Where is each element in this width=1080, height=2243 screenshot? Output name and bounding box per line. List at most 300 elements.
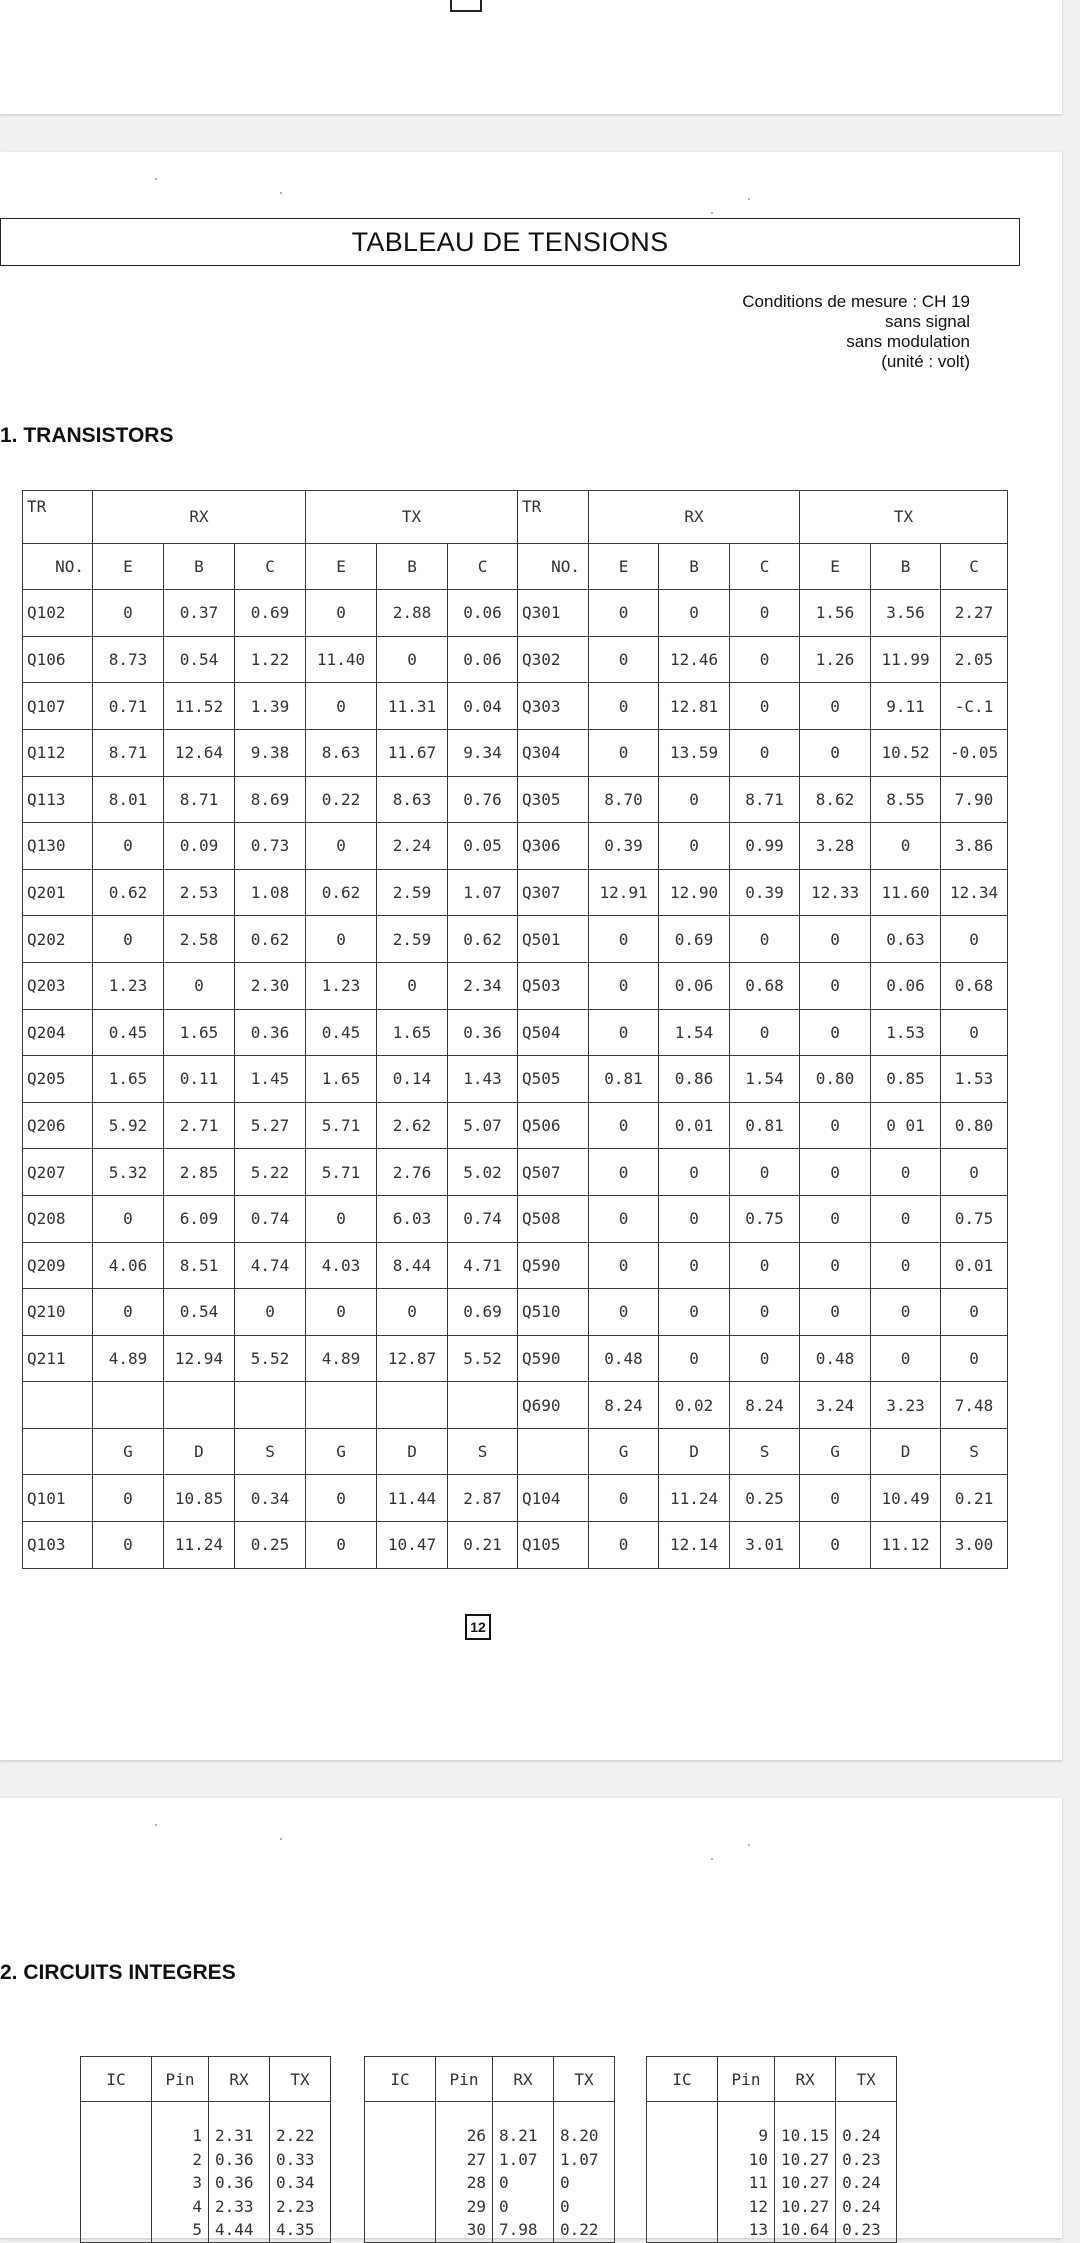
voltage-value: 0 (93, 1522, 164, 1569)
voltage-value: 0.63 (871, 916, 941, 963)
header-cell: TX (270, 2057, 331, 2102)
rx-column (775, 2102, 836, 2243)
table-row (23, 729, 1008, 776)
voltage-value: 1.56 (800, 590, 871, 637)
voltage-value: 0 (800, 683, 871, 730)
transistor-id: Q106 (23, 636, 93, 683)
voltage-value: 0.25 (235, 1522, 306, 1569)
voltage-value: 7.48 (941, 1382, 1008, 1429)
voltage-value: 0.74 (448, 1195, 518, 1242)
voltage-value: 10.15 (781, 2126, 830, 2145)
transistor-id: Q304 (518, 729, 589, 776)
voltage-value: 0.73 (235, 823, 306, 870)
voltage-value: 0.34 (276, 2173, 315, 2192)
voltage-value: 7.98 (499, 2220, 538, 2239)
voltage-value: 0.75 (730, 1195, 800, 1242)
header-terminal: S (730, 1428, 800, 1475)
voltage-value: 0.06 (448, 636, 518, 683)
voltage-value: 4.03 (306, 1242, 377, 1289)
voltage-value: 0 (800, 1242, 871, 1289)
voltage-value: 3.56 (871, 590, 941, 637)
voltage-value: 11.31 (377, 683, 448, 730)
header-no: NO. (518, 543, 589, 590)
voltage-value: 11.40 (306, 636, 377, 683)
voltage-value: 12.14 (659, 1522, 730, 1569)
transistor-id: Q503 (518, 962, 589, 1009)
voltage-value: 0.06 (871, 962, 941, 1009)
voltage-value: 8.71 (730, 776, 800, 823)
voltage-value: 0 (499, 2196, 509, 2216)
voltage-value: 3.28 (800, 823, 871, 870)
voltage-value: 0 (800, 1522, 871, 1569)
voltage-value: 0 (800, 1195, 871, 1242)
voltage-value: 12.64 (164, 729, 235, 776)
header-tx: ТX (800, 491, 1008, 544)
voltage-value: 0.62 (306, 869, 377, 916)
voltage-value: 0 (730, 729, 800, 776)
voltage-value: 0.04 (448, 683, 518, 730)
voltage-value: 2.87 (448, 1475, 518, 1522)
header-terminal: C (941, 543, 1008, 590)
header-cell: RX (209, 2057, 270, 2102)
voltage-value: 0 (659, 1242, 730, 1289)
voltage-value: 0 (730, 1289, 800, 1336)
scan-speck (711, 1858, 713, 1860)
voltage-value: 0.01 (941, 1242, 1008, 1289)
voltage-value: 1.65 (377, 1009, 448, 1056)
transistor-id: Q590 (518, 1335, 589, 1382)
transistor-id: Q209 (23, 1242, 93, 1289)
voltage-value: 2.88 (377, 590, 448, 637)
voltage-value: 0.11 (164, 1056, 235, 1103)
voltage-value: 12.91 (589, 869, 659, 916)
table-row (23, 1149, 1008, 1196)
voltage-value (377, 1382, 448, 1429)
scan-speck (280, 1838, 282, 1840)
voltage-value: 0 (235, 1289, 306, 1336)
table-row (23, 823, 1008, 870)
voltage-value: 10.27 (781, 2173, 830, 2192)
voltage-value: 0 (871, 1289, 941, 1336)
voltage-value: 8.63 (377, 776, 448, 823)
pin-number: 26 (466, 2126, 486, 2145)
transistor-voltage-table (22, 490, 1008, 1569)
voltage-value (164, 1382, 235, 1429)
voltage-value: 0 (589, 1475, 659, 1522)
voltage-value: 0 (306, 823, 377, 870)
voltage-value: 4.35 (276, 2220, 315, 2239)
voltage-value: 0 (730, 1149, 800, 1196)
voltage-value: 0.71 (93, 683, 164, 730)
transistor-id: Q501 (518, 916, 589, 963)
voltage-value: 0.62 (448, 916, 518, 963)
header-terminal: S (941, 1428, 1008, 1475)
pin-number: 13 (748, 2220, 768, 2239)
voltage-value: 0 (306, 1522, 377, 1569)
voltage-value: 0 (941, 1289, 1008, 1336)
pins-column (718, 2102, 775, 2243)
ic-name-cell (365, 2102, 436, 2243)
table-header-row (365, 2057, 615, 2102)
voltage-value: 1.53 (871, 1009, 941, 1056)
voltage-value: 10.47 (377, 1522, 448, 1569)
voltage-value: 5.52 (448, 1335, 518, 1382)
header-cell: RX (775, 2057, 836, 2102)
voltage-value: 0 (871, 823, 941, 870)
voltage-value: 0.99 (730, 823, 800, 870)
pin-number: 1 (192, 2126, 202, 2145)
header-terminal: E (589, 543, 659, 590)
voltage-value: 2.71 (164, 1102, 235, 1149)
voltage-value: 0 (730, 683, 800, 730)
transistor-id: Q590 (518, 1242, 589, 1289)
condition-line: (unité : volt) (881, 352, 970, 371)
voltage-value: 5.92 (93, 1102, 164, 1149)
voltage-value: 0 (589, 916, 659, 963)
voltage-value: 12.34 (941, 869, 1008, 916)
voltage-value: 8.01 (93, 776, 164, 823)
voltage-value: 0 (800, 1289, 871, 1336)
transistor-id: Q207 (23, 1149, 93, 1196)
voltage-value: 4.89 (93, 1335, 164, 1382)
voltage-value: 1.23 (306, 962, 377, 1009)
voltage-value: 0 (306, 1475, 377, 1522)
voltage-value: 0 (871, 1195, 941, 1242)
voltage-value: 2.59 (377, 916, 448, 963)
voltage-value: 0 (589, 1522, 659, 1569)
transistor-id: Q507 (518, 1149, 589, 1196)
header-tr: TR (518, 491, 589, 544)
voltage-value (306, 1382, 377, 1429)
measurement-conditions (742, 292, 970, 372)
voltage-value: 0 (306, 1195, 377, 1242)
voltage-value: 2.33 (215, 2196, 254, 2216)
voltage-value: 0 (800, 1009, 871, 1056)
voltage-value: 10.64 (781, 2220, 830, 2239)
voltage-value: 6.09 (164, 1195, 235, 1242)
voltage-value: 0 (93, 823, 164, 870)
voltage-value: 0.05 (448, 823, 518, 870)
header-rx: RX (589, 491, 800, 544)
voltage-value: 0.22 (306, 776, 377, 823)
transistor-id: Q204 (23, 1009, 93, 1056)
voltage-value: 12.87 (377, 1335, 448, 1382)
voltage-value: 0 (93, 916, 164, 963)
voltage-value: 0.85 (871, 1056, 941, 1103)
voltage-value: 0 (730, 1335, 800, 1382)
transistor-id: Q510 (518, 1289, 589, 1336)
header-terminal: B (377, 543, 448, 590)
header-cell: TX (836, 2057, 897, 2102)
voltage-value: 9.11 (871, 683, 941, 730)
voltage-value: 2.59 (377, 869, 448, 916)
transistor-id: Q208 (23, 1195, 93, 1242)
header-cell: Pin (152, 2057, 209, 2102)
voltage-value: 3.24 (800, 1382, 871, 1429)
voltage-value: 0.80 (800, 1056, 871, 1103)
scan-speck (155, 1824, 157, 1826)
voltage-value: 0 (499, 2173, 509, 2192)
pin-number: 30 (466, 2220, 486, 2239)
header-cell: Pin (436, 2057, 493, 2102)
voltage-value (448, 1382, 518, 1429)
voltage-value: 2.05 (941, 636, 1008, 683)
voltage-value: 0.36 (215, 2149, 254, 2169)
voltage-value: 8.20 (560, 2126, 599, 2145)
table-row (23, 1289, 1008, 1336)
voltage-value: 0.69 (659, 916, 730, 963)
voltage-value: 11.67 (377, 729, 448, 776)
table-row (81, 2102, 331, 2243)
voltage-value: 7.90 (941, 776, 1008, 823)
voltage-value (93, 1382, 164, 1429)
header-terminal: E (93, 543, 164, 590)
transistor-id: Q211 (23, 1335, 93, 1382)
voltage-value: 8.24 (730, 1382, 800, 1429)
pins-column (436, 2102, 493, 2243)
header-no: NO. (23, 543, 93, 590)
transistor-id: Q504 (518, 1009, 589, 1056)
voltage-value: 0.54 (164, 1289, 235, 1336)
pin-number: 5 (192, 2220, 202, 2239)
voltage-value: 0 (589, 1242, 659, 1289)
voltage-value: 0 (589, 636, 659, 683)
voltage-value: 1.26 (800, 636, 871, 683)
voltage-value: 11.24 (164, 1522, 235, 1569)
voltage-value: 0.69 (235, 590, 306, 637)
voltage-value: 4.06 (93, 1242, 164, 1289)
pin-number: 11 (748, 2173, 768, 2192)
voltage-value: 0 (871, 1149, 941, 1196)
transistor-id: Q107 (23, 683, 93, 730)
voltage-value: 0.21 (941, 1475, 1008, 1522)
voltage-value: 0 (659, 1149, 730, 1196)
voltage-value: 5.71 (306, 1102, 377, 1149)
voltage-value: 0.39 (589, 823, 659, 870)
voltage-value: 13.59 (659, 729, 730, 776)
pin-number: 10 (748, 2149, 768, 2169)
voltage-value: 8.55 (871, 776, 941, 823)
voltage-value: 0.24 (842, 2196, 881, 2216)
pin-number: 2 (192, 2149, 202, 2169)
voltage-value: 0.23 (842, 2149, 881, 2169)
previous-page (0, 0, 1062, 114)
voltage-value: 1.08 (235, 869, 306, 916)
voltage-value: 0 (941, 916, 1008, 963)
transistor-id (23, 1382, 93, 1429)
transistor-id: Q307 (518, 869, 589, 916)
voltage-value: 0.01 (659, 1102, 730, 1149)
rx-column (209, 2102, 270, 2243)
table-row (23, 1009, 1008, 1056)
table-row (23, 1102, 1008, 1149)
transistor-id: Q306 (518, 823, 589, 870)
table-header-row (23, 491, 1008, 544)
voltage-value: 3.86 (941, 823, 1008, 870)
voltage-value: 0 (941, 1335, 1008, 1382)
document-title: TABLEAU DE TENSIONS (0, 218, 1020, 266)
pin-number: 28 (466, 2173, 486, 2192)
voltage-value: 5.71 (306, 1149, 377, 1196)
ic-name-cell (81, 2102, 152, 2243)
voltage-value: 0.36 (448, 1009, 518, 1056)
voltage-value: 0.24 (842, 2173, 881, 2192)
voltage-value: 0 (730, 636, 800, 683)
scan-speck (280, 192, 282, 194)
tx-column (270, 2102, 331, 2243)
voltage-value: 10.27 (781, 2196, 830, 2216)
voltage-value: 12.33 (800, 869, 871, 916)
voltage-value: 9.38 (235, 729, 306, 776)
voltage-value: 5.52 (235, 1335, 306, 1382)
transistor-id: Q101 (23, 1475, 93, 1522)
voltage-value: 11.60 (871, 869, 941, 916)
voltage-value: 0.39 (730, 869, 800, 916)
voltage-value: 0.33 (276, 2149, 315, 2169)
voltage-value: 8.51 (164, 1242, 235, 1289)
table-row (23, 1056, 1008, 1103)
voltage-value: 2.30 (235, 962, 306, 1009)
pin-number: 29 (466, 2196, 486, 2216)
scan-speck (155, 178, 157, 180)
voltage-value: 0.14 (377, 1056, 448, 1103)
voltage-value: 0 (941, 1009, 1008, 1056)
table-row (647, 2102, 897, 2243)
voltage-value: 10.49 (871, 1475, 941, 1522)
voltage-value: 0 (93, 1475, 164, 1522)
header-cell: IC (81, 2057, 152, 2102)
page-number-box-previous (450, 0, 482, 12)
transistor-id: Q205 (23, 1056, 93, 1103)
ic-voltage-table-1 (80, 2056, 331, 2243)
header-terminal: B (164, 543, 235, 590)
voltage-value: 0 (377, 636, 448, 683)
voltage-value: 0 (659, 1195, 730, 1242)
table-row (23, 1382, 1008, 1429)
ic-name-cell (647, 2102, 718, 2243)
voltage-value: 0.02 (659, 1382, 730, 1429)
table-row (23, 1475, 1008, 1522)
header-terminal: B (871, 543, 941, 590)
voltage-value: 0 (306, 916, 377, 963)
voltage-value: 1.65 (93, 1056, 164, 1103)
rx-column (493, 2102, 554, 2243)
voltage-value: 1.45 (235, 1056, 306, 1103)
scan-speck (748, 1844, 750, 1846)
voltage-value: 3.01 (730, 1522, 800, 1569)
page-number: 12 (465, 1614, 491, 1640)
voltage-value: 0.86 (659, 1056, 730, 1103)
voltage-value: 0.45 (93, 1009, 164, 1056)
header-cell: IC (365, 2057, 436, 2102)
table-row (23, 776, 1008, 823)
voltage-value: 10.27 (781, 2149, 830, 2169)
header-terminal: D (377, 1428, 448, 1475)
voltage-value: 6.03 (377, 1195, 448, 1242)
table-row (23, 1335, 1008, 1382)
voltage-value: 0.37 (164, 590, 235, 637)
voltage-value: 0.25 (730, 1475, 800, 1522)
voltage-value: 1.22 (235, 636, 306, 683)
table-header-row (81, 2057, 331, 2102)
voltage-value: 4.71 (448, 1242, 518, 1289)
header-terminal: E (800, 543, 871, 590)
voltage-value: 2.85 (164, 1149, 235, 1196)
voltage-value: 0 (589, 729, 659, 776)
voltage-value: 0 (589, 1289, 659, 1336)
voltage-value: 0 (164, 962, 235, 1009)
voltage-value: 10.85 (164, 1475, 235, 1522)
voltage-value: 8.70 (589, 776, 659, 823)
table-row (23, 636, 1008, 683)
next-page (0, 1798, 1062, 2238)
voltage-value: 0 (800, 962, 871, 1009)
voltage-value: -0.05 (941, 729, 1008, 776)
voltage-value: 0 01 (871, 1102, 941, 1149)
header-terminal: C (730, 543, 800, 590)
transistor-id: Q303 (518, 683, 589, 730)
voltage-value: 0 (589, 1149, 659, 1196)
voltage-value: 0 (377, 962, 448, 1009)
voltage-value: 0 (306, 1289, 377, 1336)
voltage-value: 0.68 (730, 962, 800, 1009)
voltage-value: 10.52 (871, 729, 941, 776)
header-terminal: G (306, 1428, 377, 1475)
voltage-value: 3.23 (871, 1382, 941, 1429)
voltage-value: 2.22 (276, 2126, 315, 2145)
voltage-value: 0 (800, 916, 871, 963)
voltage-value: 0.36 (235, 1009, 306, 1056)
header-tr: TR (23, 491, 93, 544)
voltage-value: 0 (589, 1195, 659, 1242)
table-row (23, 1242, 1008, 1289)
voltage-value: 0 (730, 1009, 800, 1056)
voltage-value: 1.07 (499, 2149, 538, 2169)
voltage-value: 11.44 (377, 1475, 448, 1522)
voltage-value: 0 (800, 729, 871, 776)
voltage-value: -C.1 (941, 683, 1008, 730)
voltage-value: 1.43 (448, 1056, 518, 1103)
pin-number: 3 (192, 2173, 202, 2192)
voltage-value: 2.31 (215, 2126, 254, 2145)
voltage-value: 0 (659, 590, 730, 637)
voltage-value: 0 (659, 823, 730, 870)
table-row (365, 2102, 615, 2243)
table-row (23, 1195, 1008, 1242)
header-tx: TX (306, 491, 518, 544)
voltage-value: 0 (306, 683, 377, 730)
voltage-value: 12.90 (659, 869, 730, 916)
voltage-value: 0.06 (448, 590, 518, 637)
voltage-value: 1.53 (941, 1056, 1008, 1103)
voltage-value: 0.48 (589, 1335, 659, 1382)
table-row (23, 916, 1008, 963)
transistor-id: Q104 (518, 1475, 589, 1522)
pin-number: 4 (192, 2196, 202, 2216)
header-terminal: C (235, 543, 306, 590)
voltage-value: 8.44 (377, 1242, 448, 1289)
table-header-row (647, 2057, 897, 2102)
transistor-id: Q105 (518, 1522, 589, 1569)
voltage-value: 0 (560, 2196, 570, 2216)
voltage-value: 0.80 (941, 1102, 1008, 1149)
condition-line: sans modulation (846, 332, 970, 351)
header-terminal: D (164, 1428, 235, 1475)
voltage-value: 1.65 (164, 1009, 235, 1056)
voltage-value: 0.62 (93, 869, 164, 916)
voltage-value: 0 (93, 1195, 164, 1242)
voltage-value: 0.54 (164, 636, 235, 683)
